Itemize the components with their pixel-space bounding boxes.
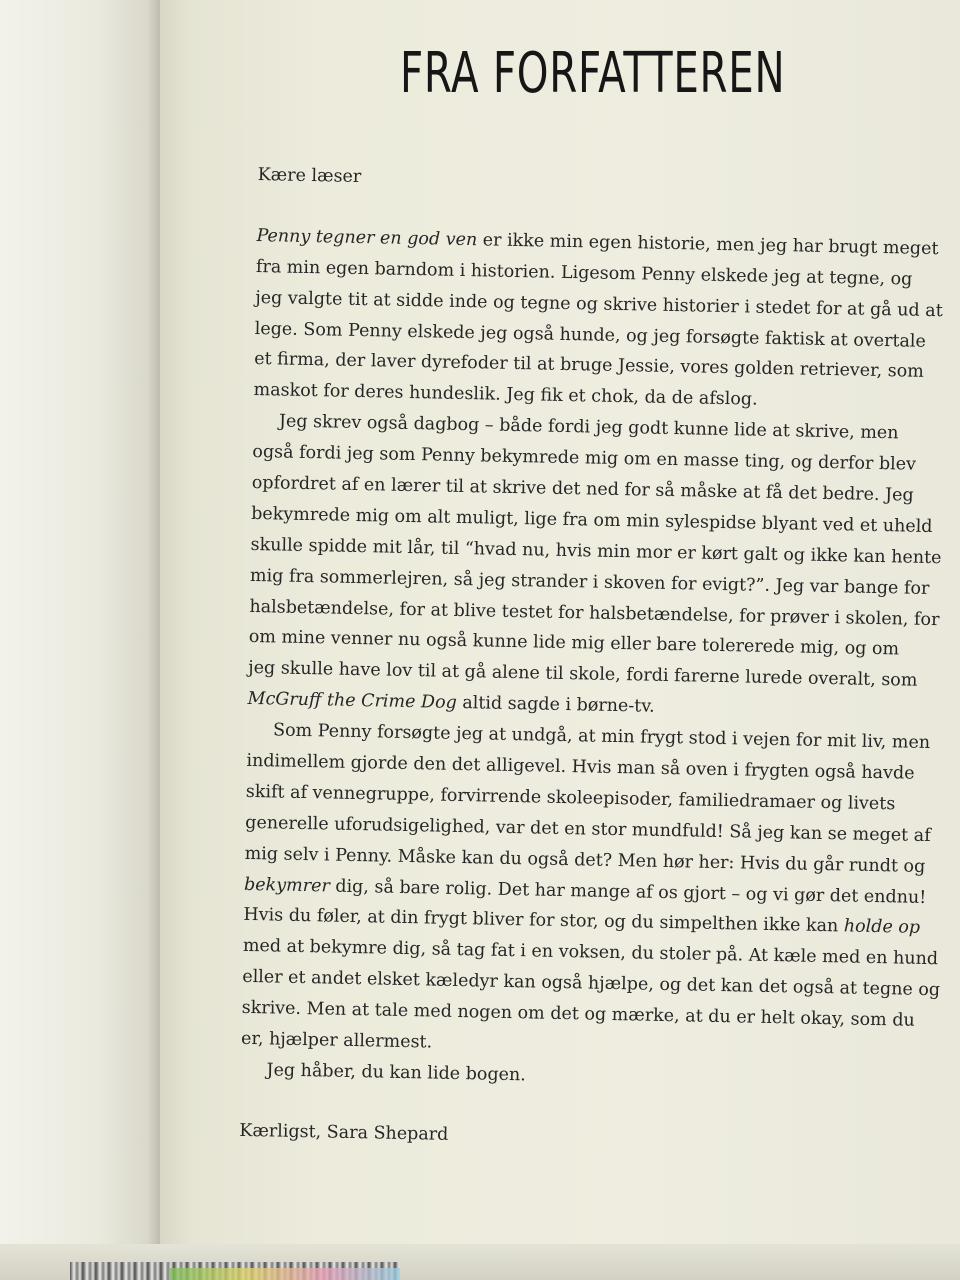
text-segment: halsbetændelse, for at blive testet for halsbetændelse, for prøver i skolen, for: [249, 596, 940, 630]
italic-text: holde op: [843, 916, 921, 939]
text-segment: altid sagde i børne-tv.: [456, 693, 655, 717]
text-segment: Som Penny forsøgte jeg at undgå, at min frygt stod i vejen for mit liv, men: [272, 720, 931, 754]
text-segment: Hvis du føler, at din frygt bliver for stor, og du simpelthen ikke kan: [243, 905, 845, 937]
text-segment: eller et andet elsket kæledyr kan også hjælpe, og det kan det også at tegne og: [242, 967, 941, 1001]
signoff: Kærligst, Sara Shepard: [239, 1120, 449, 1145]
text-segment: dig, så bare rolig. Det har mange af os gjort – og vi gør det endnu!: [329, 876, 927, 908]
italic-text: bekymrer: [243, 874, 331, 897]
paragraph: [240, 715, 941, 1067]
text-segment: et firma, der laver dyrefoder til at bruge Jessie, vores golden retriever, som: [253, 349, 924, 383]
text-segment: skift af vennegruppe, forvirrende skoleepisoder, familiedramaer og livets: [245, 781, 896, 815]
text-segment: generelle uforudsigelighed, var det en stor mundfuld! Så jeg kan se meget af: [245, 812, 931, 846]
text-segment: er ikke min egen historie, men jeg har brugt meget: [477, 230, 939, 259]
text-segment: bekymrede mig om alt muligt, lige fra om min sylespidse blyant ved et uheld: [251, 503, 933, 537]
book-cover-color-edge: [170, 1268, 400, 1280]
text-segment: Jeg skrev også dagbog – både fordi jeg godt kunne lide at skrive, men: [278, 411, 899, 444]
text-segment: er, hjælper allermest.: [240, 1028, 433, 1053]
text-segment: skulle spidde mit lår, til “hvad nu, hvis min mor er kørt galt og ikke kan hente: [250, 534, 942, 568]
text-segment: mig fra sommerlejren, så jeg strander i skoven for evigt?”. Jeg var bange for: [249, 565, 930, 599]
text-segment: jeg valgte tit at sidde inde og tegne og skrive historier i stedet for at gå ud at: [255, 287, 943, 321]
salutation: Kære læser: [257, 164, 362, 187]
previous-page-edge: [0, 0, 160, 1280]
text-segment: Jeg håber, du kan lide bogen.: [266, 1060, 526, 1086]
page-title: FRA FORFATTEREN: [400, 41, 786, 106]
italic-text: McGruff the Crime Dog: [247, 689, 457, 714]
text-segment: maskot for deres hundeslik. Jeg fik et chok, da de afslog.: [253, 380, 758, 410]
text-segment: med at bekymre dig, så tag fat i en voksen, du stoler på. At kæle med en hund: [242, 936, 939, 970]
text-segment: om mine venner nu også kunne lide mig eller bare tolererede mig, og om: [248, 627, 900, 660]
paragraph: [247, 406, 942, 728]
text-segment: lege. Som Penny elskede jeg også hunde, og jeg forsøgte faktisk at overtale: [254, 318, 927, 352]
text-segment: opfordret af en lærer til at skrive det ned for så måske at få det bedre. Jeg: [251, 472, 914, 506]
paragraph: [253, 221, 943, 419]
text-segment: skrive. Men at tale med nogen om det og mærke, at du er helt okay, som du: [241, 998, 915, 1031]
text-segment: indimellem gjorde den det alligevel. Hvis man så oven i frygten også havde: [246, 750, 915, 784]
text-segment: fra min egen barndom i historien. Ligesom Penny elskede jeg at tegne, og: [255, 256, 913, 290]
paragraphs: [240, 221, 943, 1098]
text-segment: mig selv i Penny. Måske kan du også det? Men hør her: Hvis du går rundt og: [244, 843, 926, 877]
text-segment: også fordi jeg som Penny bekymrede mig om en masse ting, og derfor blev: [252, 442, 917, 475]
italic-text: Penny tegner en god ven: [256, 225, 478, 251]
text-segment: jeg skulle have lov til at gå alene til skole, fordi farerne lurede overalt, som: [248, 658, 918, 692]
letter-body: [239, 160, 943, 1159]
